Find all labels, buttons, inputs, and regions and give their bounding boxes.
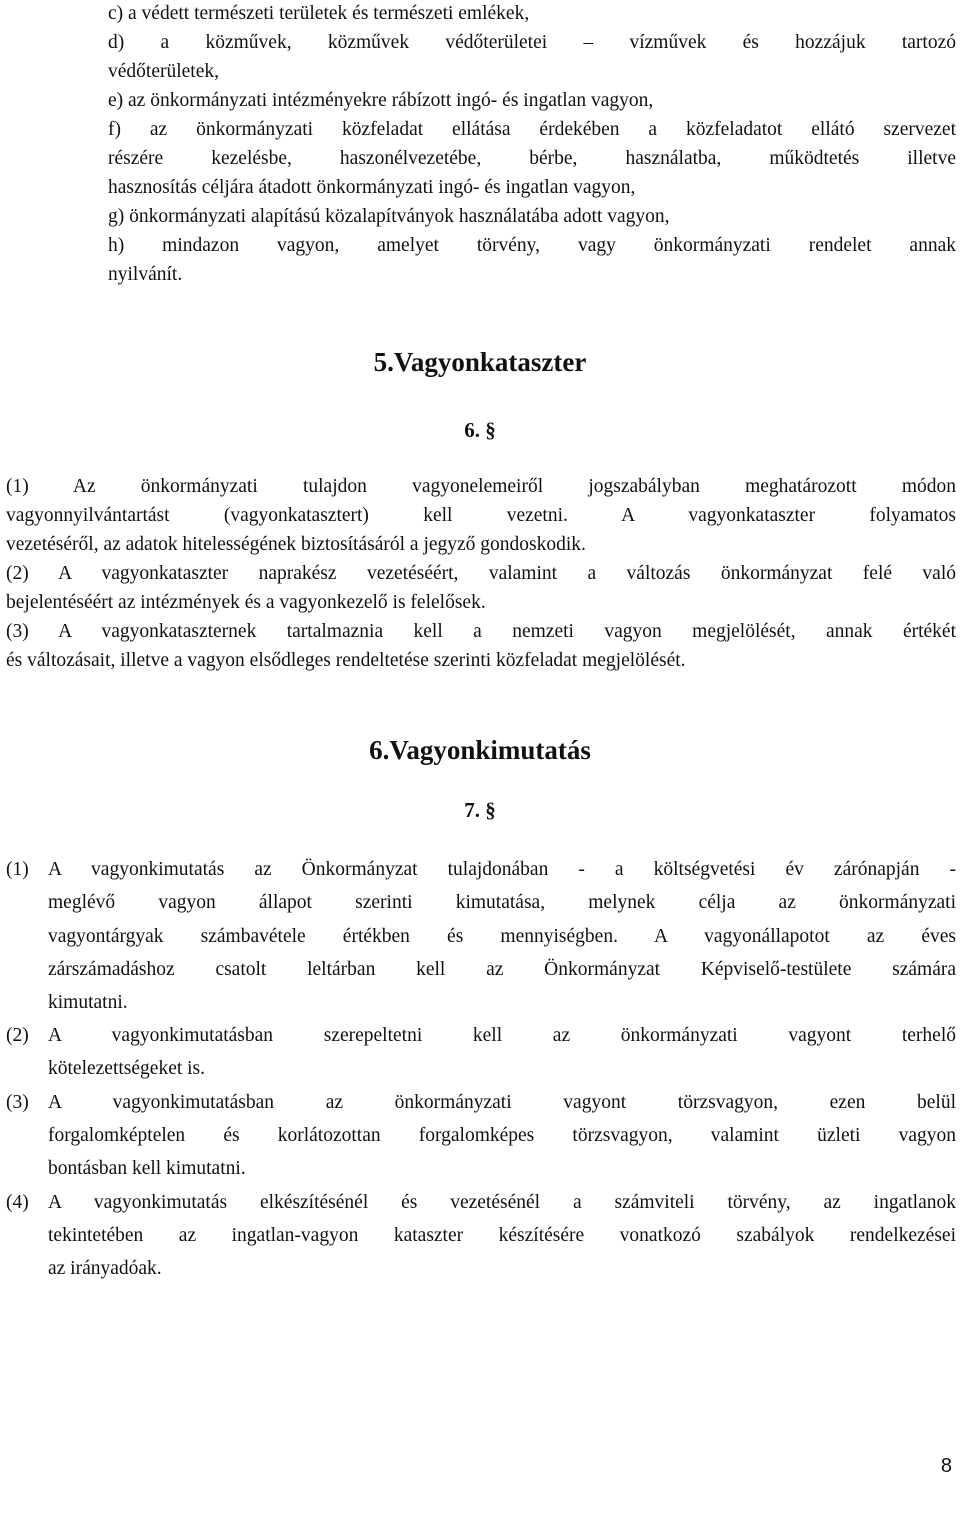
section-heading: 6.Vagyonkimutatás [369,735,591,765]
text-line: és változásait, illetve a vagyon elsődleges rendeltetése szerinti közfeladat megjelölését. [6,650,686,671]
text-line: vezetéséről, az adatok hitelességének biztosításáról a jegyző gondoskodik. [6,534,586,555]
list-line: h) mindazon vagyon, amelyet törvény, vagy önkormányzati rendelet annak [108,235,956,256]
list-line: c) a védett természeti területek és természeti emlékek, [108,3,530,24]
list-line: nyilvánít. [108,264,183,285]
list-line: védőterületek, [108,61,219,82]
item-number: (3) [6,1092,29,1113]
text-line: bejelentéséért az intézmények és a vagyonkezelő is felelősek. [6,592,486,613]
text-line: A vagyonkimutatás elkészítésénél és vezetésénél a számviteli törvény, az ingatlanok [48,1192,956,1213]
text-line: vagyonnyilvántartást (vagyonkatasztert) kell vezetni. A vagyonkataszter folyamatos [6,505,956,526]
list-line: hasznosítás céljára átadott önkormányzati ingó- és ingatlan vagyon, [108,177,636,198]
paragraph-mark: 6. § [464,418,496,442]
text-line: vagyontárgyak számbavétele értékben és mennyiségben. A vagyonállapotot az éves [48,926,956,947]
text-line: az irányadóak. [48,1258,162,1279]
list-line: e) az önkormányzati intézményekre rábízott ingó- és ingatlan vagyon, [108,90,654,111]
text-line: kötelezettségeket is. [48,1058,206,1079]
text-line: (1) Az önkormányzati tulajdon vagyonelemeiről jogszabályban meghatározott módon [6,476,956,497]
list-line: részére kezelésbe, haszonélvezetébe, bérbe, használatba, működtetés illetve [108,148,956,169]
section-heading: 5.Vagyonkataszter [373,347,587,377]
text-line: A vagyonkimutatásban az önkormányzati vagyont törzsvagyon, ezen belül [48,1092,956,1113]
list-line: d) a közművek, közművek védőterületei – vízművek és hozzájuk tartozó [108,32,956,53]
text-line: bontásban kell kimutatni. [48,1158,246,1179]
text-line: A vagyonkimutatás az Önkormányzat tulajdonában - a költségvetési év zárónapján - [48,859,956,880]
text-line: A vagyonkimutatásban szerepeltetni kell az önkormányzati vagyont terhelő [48,1025,956,1046]
text-line: (3) A vagyonkataszternek tartalmaznia kell a nemzeti vagyon megjelölését, annak értékét [6,621,956,642]
item-number: (2) [6,1025,29,1046]
text-line: (2) A vagyonkataszter naprakész vezetéséért, valamint a változás önkormányzat felé való [6,563,956,584]
text-line: forgalomképtelen és korlátozottan forgalomképes törzsvagyon, valamint üzleti vagyon [48,1125,956,1146]
paragraph-mark: 7. § [464,798,496,822]
text-line: meglévő vagyon állapot szerinti kimutatása, melynek célja az önkormányzati [48,892,956,913]
page-number: 8 [940,1455,952,1477]
text-line: tekintetében az ingatlan-vagyon kataszter készítésére vonatkozó szabályok rendelkezései [48,1225,956,1246]
item-number: (4) [6,1192,29,1213]
list-line: f) az önkormányzati közfeladat ellátása érdekében a közfeladatot ellátó szervezet [108,119,956,140]
item-number: (1) [6,859,29,880]
list-line: g) önkormányzati alapítású közalapítványok használatába adott vagyon, [108,206,670,227]
text-line: zárszámadáshoz csatolt leltárban kell az Önkormányzat Képviselő-testülete számára [48,959,956,980]
text-line: kimutatni. [48,992,128,1013]
